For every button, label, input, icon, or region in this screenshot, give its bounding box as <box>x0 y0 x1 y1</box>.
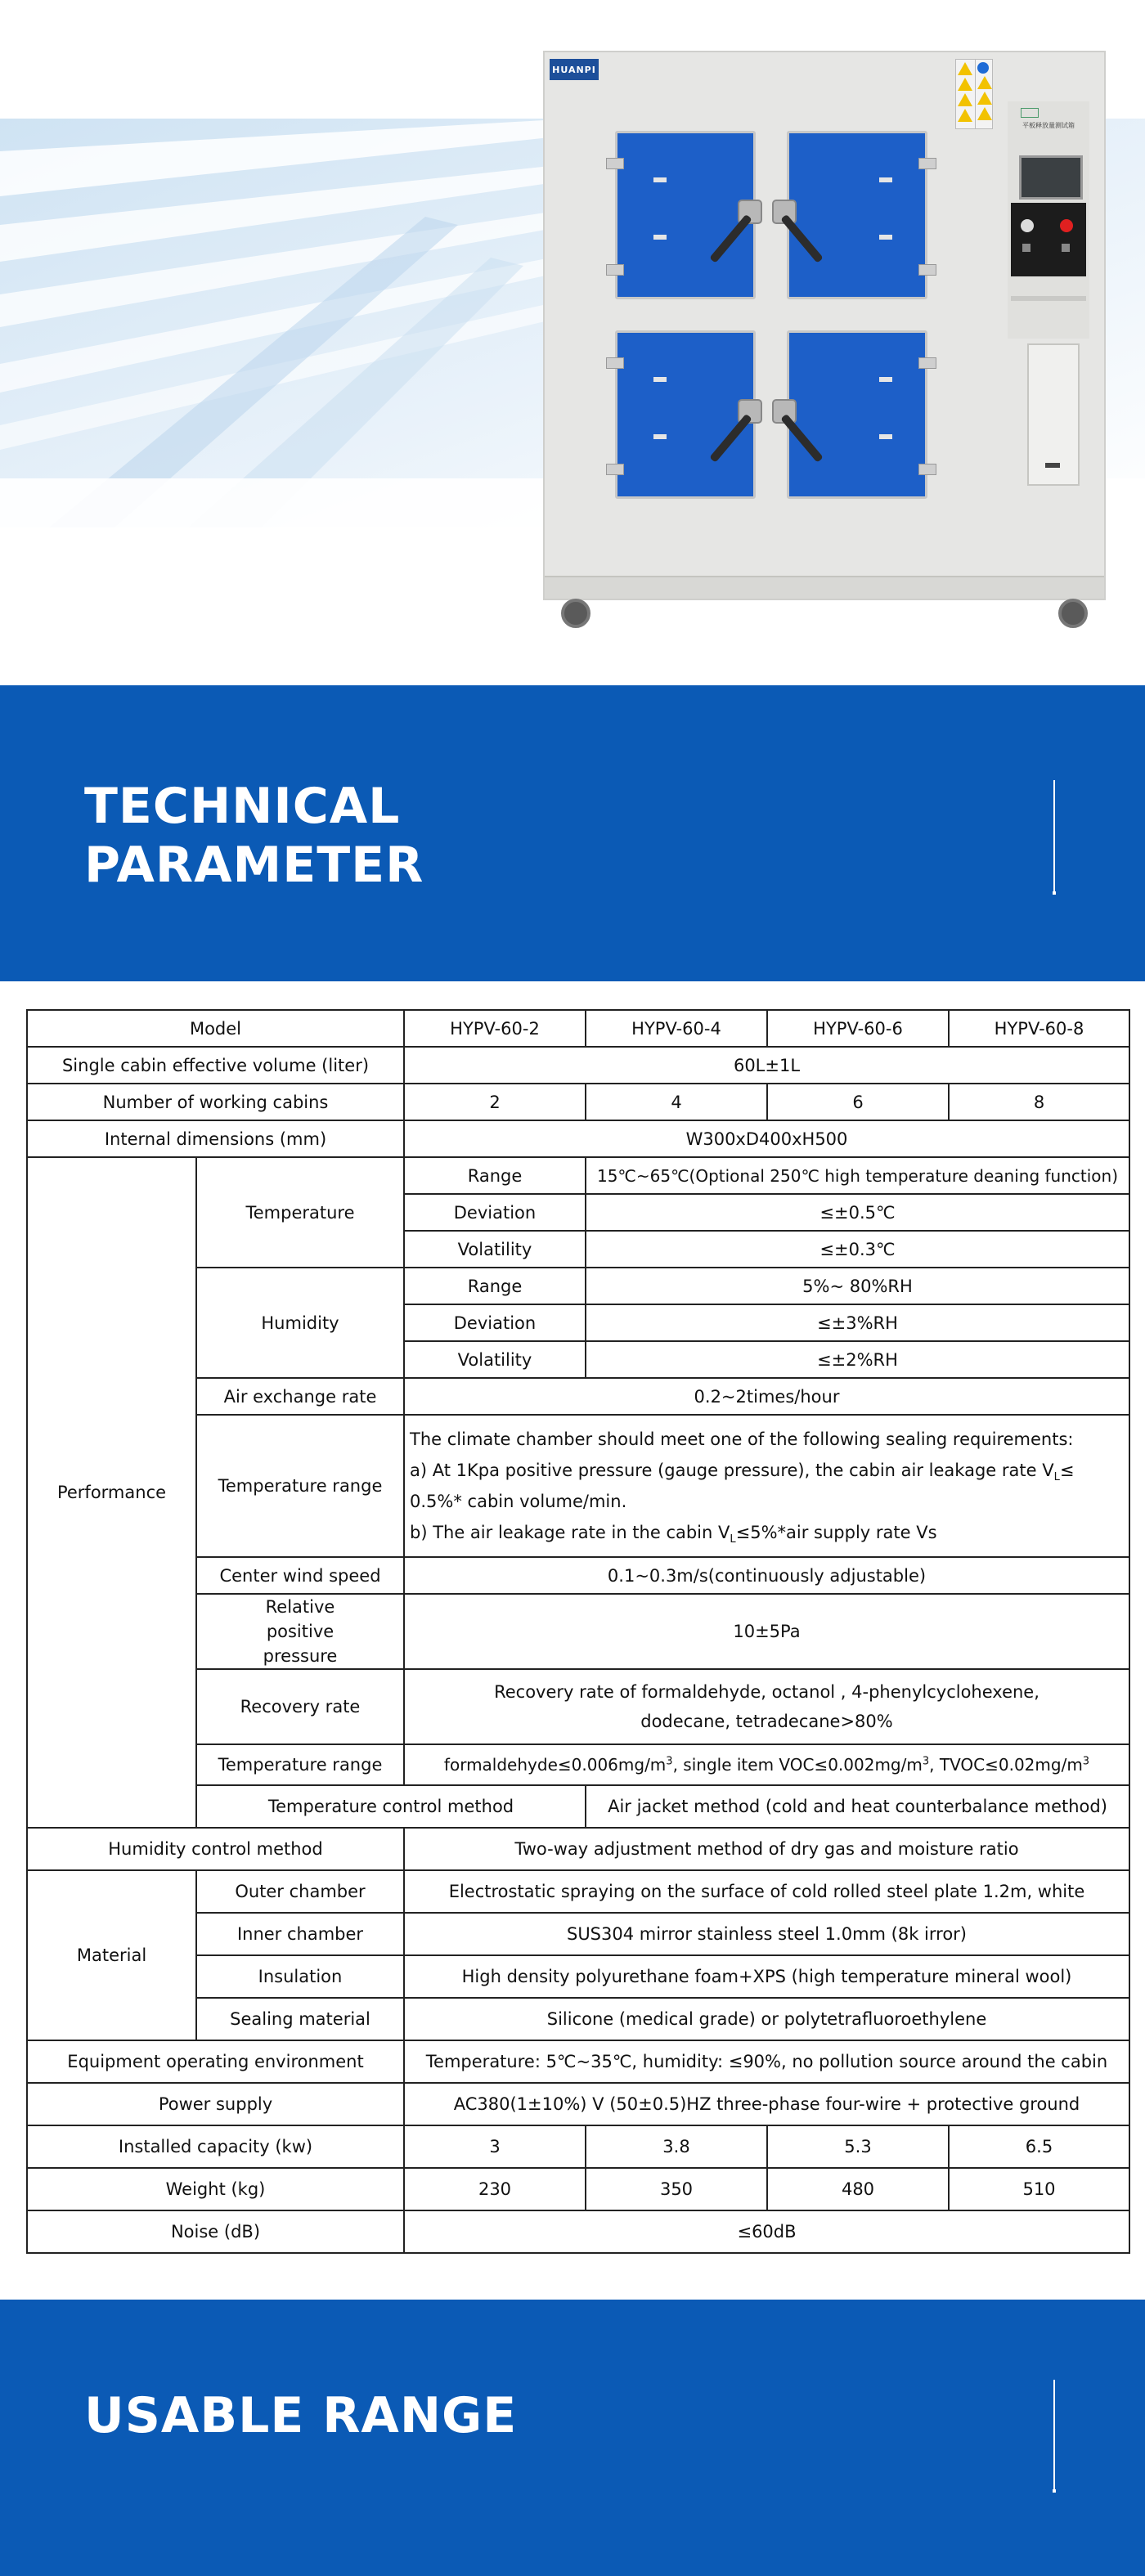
model-cell: HYPV-60-4 <box>586 1010 767 1047</box>
table-row-capacity <box>27 2125 1129 2168</box>
sub-label: Range <box>404 1157 586 1194</box>
bg-part3: , TVOC≤0.02mg/m <box>929 1755 1083 1775</box>
humidity-label: Humidity <box>196 1268 404 1378</box>
row-label: Noise (dB) <box>27 2210 404 2253</box>
table-row-environment <box>27 2040 1129 2083</box>
row-label: Single cabin effective volume (liter) <box>27 1047 404 1084</box>
row-value: 6 <box>767 1084 949 1120</box>
row-value: 3.8 <box>586 2125 767 2168</box>
section-title <box>84 777 424 895</box>
table-row-volume <box>27 1047 1129 1084</box>
chamber-door-bottom-left <box>615 330 756 499</box>
row-label: Temperature control method <box>196 1785 586 1828</box>
product-hero <box>0 0 1145 685</box>
row-label: Insulation <box>196 1955 404 1998</box>
model-label: Model <box>27 1010 404 1047</box>
row-value: High density polyurethane foam+XPS (high temperature mineral wool) <box>404 1955 1129 1998</box>
table-row-cabins <box>27 1084 1129 1120</box>
row-value: 4 <box>586 1084 767 1120</box>
row-value: ≤±2%RH <box>586 1341 1129 1378</box>
row-value: ≤±3%RH <box>586 1304 1129 1341</box>
chamber-base <box>545 576 1104 599</box>
unit-sup: 3 <box>922 1755 930 1768</box>
sealing-item-b <box>410 1517 1124 1548</box>
sub-label: Range <box>404 1268 586 1304</box>
table-row-dimensions <box>27 1120 1129 1157</box>
row-label: Relative positive pressure <box>196 1594 404 1669</box>
sealing-a-sub: L <box>1053 1471 1060 1484</box>
row-label: Power supply <box>27 2083 404 2125</box>
chamber-door-top-right <box>787 131 927 299</box>
sealing-a-suffix: ≤ 0.5%* cabin volume/min. <box>410 1461 1075 1511</box>
table-row-noise <box>27 2210 1129 2253</box>
table-row-weight <box>27 2168 1129 2210</box>
control-panel <box>1008 101 1089 339</box>
technical-parameter-table <box>26 1009 1130 2254</box>
sealing-intro: The climate chamber should meet one of the following sealing requirements: <box>410 1429 1074 1449</box>
chamber-door-bottom-right <box>787 330 927 499</box>
row-label: Temperature range <box>196 1415 404 1557</box>
row-value: 10±5Pa <box>404 1594 1129 1669</box>
section-title: USABLE RANGE <box>84 2387 518 2444</box>
bg-part2: , single item VOC≤0.002mg/m <box>672 1755 923 1775</box>
row-value: Air jacket method (cold and heat counterbalance method) <box>586 1785 1129 1828</box>
usable-range-banner <box>0 2300 1145 2576</box>
row-label: Sealing material <box>196 1998 404 2040</box>
caster-wheel-icon <box>1058 599 1088 628</box>
row-value: ≤±0.5℃ <box>586 1194 1129 1231</box>
sealing-a-text: a) At 1Kpa positive pressure (gauge pressure), the cabin air leakage rate V <box>410 1461 1054 1480</box>
row-value: 8 <box>949 1084 1129 1120</box>
row-value: 60L±1L <box>404 1047 1129 1084</box>
row-value: 6.5 <box>949 2125 1129 2168</box>
decorative-dot <box>1053 2489 1056 2493</box>
performance-label: Performance <box>27 1157 196 1828</box>
section-title-line1: TECHNICAL <box>84 778 401 835</box>
section-title-line2: PARAMETER <box>84 837 424 894</box>
row-value: 3 <box>404 2125 586 2168</box>
touch-screen <box>1019 155 1083 200</box>
bg-part1: formaldehyde≤0.006mg/m <box>443 1755 667 1775</box>
row-label: Center wind speed <box>196 1557 404 1594</box>
row-value: 230 <box>404 2168 586 2210</box>
row-label: Outer chamber <box>196 1870 404 1913</box>
emergency-stop-icon <box>1060 219 1073 232</box>
row-value: Electrostatic spraying on the surface of cold rolled steel plate 1.2m, white <box>404 1870 1129 1913</box>
model-cell: HYPV-60-8 <box>949 1010 1129 1047</box>
climate-chamber-image <box>543 51 1106 600</box>
chamber-door-top-left <box>615 131 756 299</box>
table-row-outer-chamber <box>27 1870 1129 1913</box>
unit-sup: 3 <box>1082 1755 1090 1768</box>
model-cell: HYPV-60-6 <box>767 1010 949 1047</box>
sub-label: Volatility <box>404 1341 586 1378</box>
table-row-temp-range <box>27 1157 1129 1194</box>
control-buttons <box>1011 203 1086 276</box>
material-label: Material <box>27 1870 196 2040</box>
row-value: ≤±0.3℃ <box>586 1231 1129 1268</box>
caster-wheel-icon <box>561 599 590 628</box>
table-row-model <box>27 1010 1129 1047</box>
row-value: 480 <box>767 2168 949 2210</box>
row-value: AC380(1±10%) V (50±0.5)HZ three-phase four-wire + protective ground <box>404 2083 1129 2125</box>
model-cell: HYPV-60-2 <box>404 1010 586 1047</box>
row-value: 5.3 <box>767 2125 949 2168</box>
table-row-humidity-control <box>27 1828 1129 1870</box>
technical-parameter-banner <box>0 685 1145 981</box>
brand-logo: HUANPI <box>550 59 599 80</box>
row-value: W300xD400xH500 <box>404 1120 1129 1157</box>
decorative-dot <box>1053 891 1056 895</box>
row-label: Humidity control method <box>27 1828 404 1870</box>
row-value: 15℃~65℃(Optional 250℃ high temperature deaning function) <box>586 1157 1129 1194</box>
row-value: 0.2~2times/hour <box>404 1378 1129 1415</box>
warning-label-icon <box>975 59 993 129</box>
row-label: Number of working cabins <box>27 1084 404 1120</box>
power-switch-icon <box>1021 219 1034 232</box>
sealing-b-text: b) The air leakage rate in the cabin V <box>410 1523 730 1542</box>
sealing-requirements <box>404 1415 1129 1557</box>
side-service-panel <box>1027 343 1080 486</box>
row-value: ≤60dB <box>404 2210 1129 2253</box>
row-label: Equipment operating environment <box>27 2040 404 2083</box>
row-value: Two-way adjustment method of dry gas and moisture ratio <box>404 1828 1129 1870</box>
sealing-b-suffix: ≤5%*air supply rate Vs <box>735 1523 937 1542</box>
sealing-item-a <box>410 1455 1124 1517</box>
row-label: Weight (kg) <box>27 2168 404 2210</box>
row-value: Temperature: 5℃~35℃, humidity: ≤90%, no pollution source around the cabin <box>404 2040 1129 2083</box>
row-value: Silicone (medical grade) or polytetrafluoroethylene <box>404 1998 1129 2040</box>
row-label: Recovery rate <box>196 1669 404 1744</box>
row-label: Air exchange rate <box>196 1378 404 1415</box>
row-value: 350 <box>586 2168 767 2210</box>
row-value: Recovery rate of formaldehyde, octanol , 4-phenylcyclohexene, dodecane, tetradecane>80% <box>404 1669 1129 1744</box>
row-label: Inner chamber <box>196 1913 404 1955</box>
temperature-label: Temperature <box>196 1157 404 1268</box>
row-value: 0.1~0.3m/s(continuously adjustable) <box>404 1557 1129 1594</box>
sub-label: Deviation <box>404 1194 586 1231</box>
sub-label: Volatility <box>404 1231 586 1268</box>
row-value: 5%~ 80%RH <box>586 1268 1129 1304</box>
decorative-line <box>1053 780 1055 891</box>
table-row-power <box>27 2083 1129 2125</box>
row-label: Installed capacity (kw) <box>27 2125 404 2168</box>
row-label: Temperature range <box>196 1744 404 1785</box>
panel-label: 平板释放量测试箱 <box>1022 122 1075 129</box>
sealing-b-sub: L <box>730 1533 736 1546</box>
sub-label: Deviation <box>404 1304 586 1341</box>
row-label: Internal dimensions (mm) <box>27 1120 404 1157</box>
row-value: 2 <box>404 1084 586 1120</box>
unit-sup: 3 <box>666 1755 673 1768</box>
row-value: 510 <box>949 2168 1129 2210</box>
decorative-line <box>1053 2380 1055 2489</box>
background-concentration <box>404 1744 1129 1785</box>
row-value: SUS304 mirror stainless steel 1.0mm (8k irror) <box>404 1913 1129 1955</box>
